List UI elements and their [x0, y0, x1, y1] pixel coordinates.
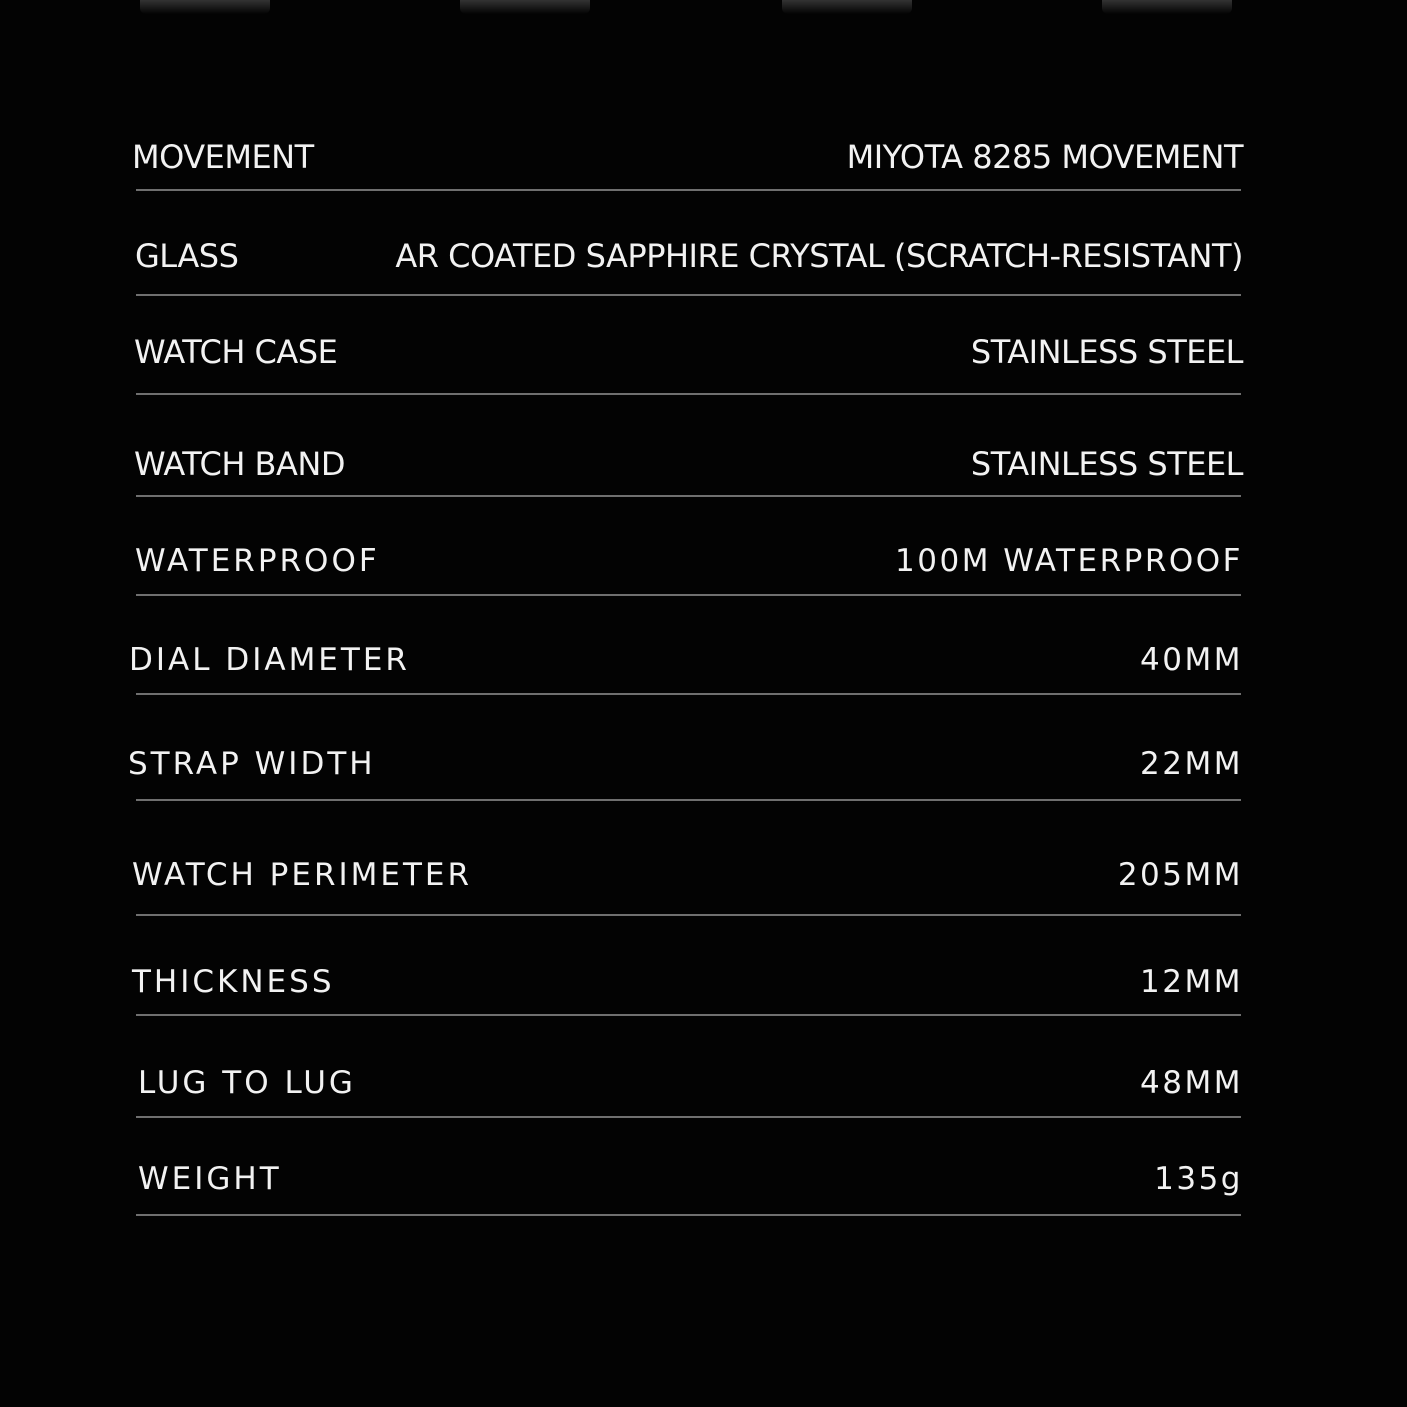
spec-label: DIAL DIAMETER [129, 642, 410, 678]
spec-label: MOVEMENT [132, 138, 314, 176]
row-divider [136, 1116, 1241, 1118]
spec-value: 48MM [1140, 1065, 1243, 1101]
spec-value: 100M WATERPROOF [895, 543, 1243, 579]
row-divider [136, 693, 1241, 695]
spec-value: 135g [1154, 1161, 1243, 1197]
spec-value: 22MM [1140, 746, 1243, 782]
top-edge-shadow [140, 0, 270, 14]
row-divider [136, 799, 1241, 801]
row-divider [136, 1014, 1241, 1016]
spec-value: AR COATED SAPPHIRE CRYSTAL (SCRATCH-RESISTANT) [395, 237, 1243, 275]
spec-label: WATCH BAND [134, 445, 345, 483]
spec-value: 40MM [1140, 642, 1243, 678]
top-edge-shadow [460, 0, 590, 14]
row-divider [136, 1214, 1241, 1216]
spec-value: MIYOTA 8285 MOVEMENT [846, 138, 1243, 176]
spec-label: LUG TO LUG [138, 1065, 356, 1101]
row-divider [136, 594, 1241, 596]
top-edge-shadow [1102, 0, 1232, 14]
spec-label: STRAP WIDTH [128, 746, 376, 782]
spec-label: WATCH CASE [134, 333, 338, 371]
row-divider [136, 495, 1241, 497]
spec-label: THICKNESS [132, 964, 335, 1000]
top-edge-shadow [782, 0, 912, 14]
row-divider [136, 914, 1241, 916]
spec-value: 12MM [1140, 964, 1243, 1000]
row-divider [136, 393, 1241, 395]
spec-value: 205MM [1117, 857, 1243, 893]
spec-label: WEIGHT [138, 1161, 282, 1197]
row-divider [136, 189, 1241, 191]
row-divider [136, 294, 1241, 296]
spec-label: GLASS [135, 237, 239, 275]
spec-value: STAINLESS STEEL [970, 333, 1243, 371]
spec-label: WATCH PERIMETER [132, 857, 473, 893]
spec-label: WATERPROOF [135, 543, 380, 579]
spec-value: STAINLESS STEEL [970, 445, 1243, 483]
